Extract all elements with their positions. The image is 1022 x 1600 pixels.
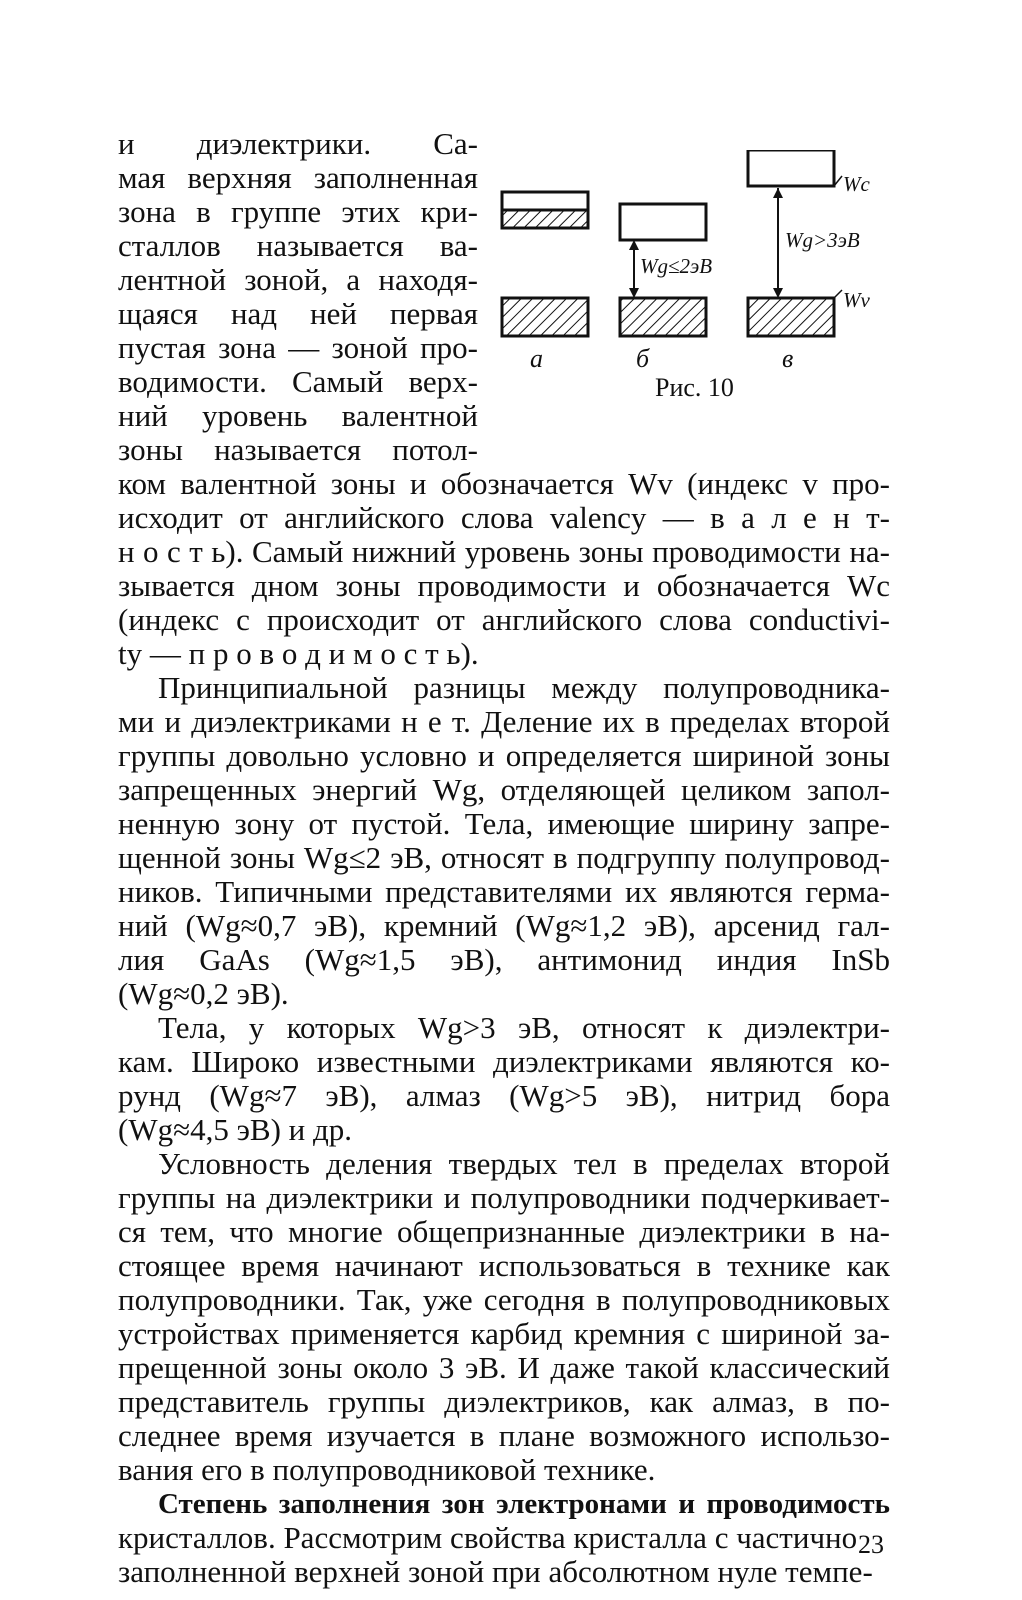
text-line: лентной зоной, а находя- xyxy=(118,262,478,297)
text-line: ний уровень валентной xyxy=(118,398,478,433)
text-line: щенной зоны Wg≤2 эВ, относят в подгруппу полупровод- xyxy=(118,840,890,875)
text-line: (индекс c происходит от английского слова conductivi- xyxy=(118,602,890,637)
band-b-conduction xyxy=(620,204,706,240)
panel-label-v: в xyxy=(782,344,794,373)
band-v-valence xyxy=(748,298,834,336)
wv-label: Wv xyxy=(843,288,870,312)
text-line: ся тем, что многие общепризнанные диэлектрики в на- xyxy=(118,1214,890,1249)
text-line: водимости. Самый верх- xyxy=(118,364,478,399)
text-line: группы довольно условно и определяется шириной зоны xyxy=(118,738,890,773)
text-line: ний (Wg≈0,7 эВ), кремний (Wg≈1,2 эВ), арсенид гал- xyxy=(118,908,890,943)
figure-caption: Рис. 10 xyxy=(655,373,734,402)
text-line: заполненной верхней зоной при абсолютном нуле темпе- xyxy=(118,1554,873,1589)
band-a-top-filled xyxy=(502,210,588,228)
text-line: ty — п р о в о д и м о с т ь). xyxy=(118,636,479,671)
text-line: щаяся над ней первая xyxy=(118,296,478,331)
page-number: 23 xyxy=(858,1530,884,1559)
text-line: (Wg≈0,2 эВ). xyxy=(118,976,289,1011)
text-line: представитель группы диэлектриков, как алмаз, в по- xyxy=(118,1384,890,1419)
text-line: зывается дном зоны проводимости и обозначается Wc xyxy=(118,568,890,603)
gap-label-v: Wg>3эВ xyxy=(785,228,860,252)
text-line: исходит от английского слова valency — в а л е н т- xyxy=(118,500,890,535)
text-line: ком валентной зоны и обозначается Wv (индекс v про- xyxy=(118,466,890,501)
text-line: стоящее время начинают использоваться в технике как xyxy=(118,1248,890,1283)
panel-label-a: а xyxy=(530,344,543,373)
text-line: ненную зону от пустой. Тела, имеющие ширину запре- xyxy=(118,806,890,841)
text-line: вания его в полупроводниковой технике. xyxy=(118,1452,656,1487)
gap-label-b: Wg≤2эВ xyxy=(640,254,713,278)
text-line: мая верхняя заполненная xyxy=(118,160,478,195)
text-line: Принципиальной разницы между полупроводника- xyxy=(158,670,890,705)
section-heading-line: Степень заполнения зон электронами и проводимость xyxy=(158,1488,890,1520)
text-line: н о с т ь). Самый нижний уровень зоны проводимости на- xyxy=(118,534,890,569)
band-a-valence xyxy=(502,298,588,336)
band-v-conduction xyxy=(748,150,834,186)
text-line: пустая зона — зоной про- xyxy=(118,330,478,365)
text-line: группы на диэлектрики и полупроводники подчеркивает- xyxy=(118,1180,890,1215)
text-line: Тела, у которых Wg>3 эВ, относят к диэлектри- xyxy=(158,1010,890,1045)
text-line: Условность деления твердых тел в пределах второй xyxy=(158,1146,890,1181)
text-line: прещенной зоны около 3 эВ. И даже такой классический xyxy=(118,1350,890,1385)
text-line: полупроводники. Так, уже сегодня в полупроводниковых xyxy=(118,1282,890,1317)
band-b-valence xyxy=(620,298,706,336)
text-line: запрещенных энергий Wg, отделяющей целиком запол- xyxy=(118,772,890,807)
text-line: следнее время изучается в плане возможного использо- xyxy=(118,1418,890,1453)
panel-label-b: б xyxy=(636,344,650,373)
text-line: зоны называется потол- xyxy=(118,432,478,467)
text-line: ми и диэлектриками н е т. Деление их в пределах второй xyxy=(118,704,890,739)
text-line: и диэлектрики. Са- xyxy=(118,126,478,161)
text-line: (Wg≈4,5 эВ) и др. xyxy=(118,1112,353,1147)
text-line: кристаллов. Рассмотрим свойства кристалла с частично xyxy=(118,1520,858,1555)
text-line: кам. Широко известными диэлектриками являются ко- xyxy=(118,1044,890,1079)
text-line: лия GaAs (Wg≈1,5 эВ), антимонид индия InSb xyxy=(118,942,890,977)
text-line: устройствах применяется карбид кремния с шириной за- xyxy=(118,1316,890,1351)
text-line: зона в группе этих кри- xyxy=(118,194,478,229)
text-line: сталлов называется ва- xyxy=(118,228,478,263)
text-line: ников. Типичными представителями их являются герма- xyxy=(118,874,890,909)
wc-label: Wc xyxy=(843,172,870,196)
text-line: рунд (Wg≈7 эВ), алмаз (Wg>5 эВ), нитрид бора xyxy=(118,1078,890,1113)
